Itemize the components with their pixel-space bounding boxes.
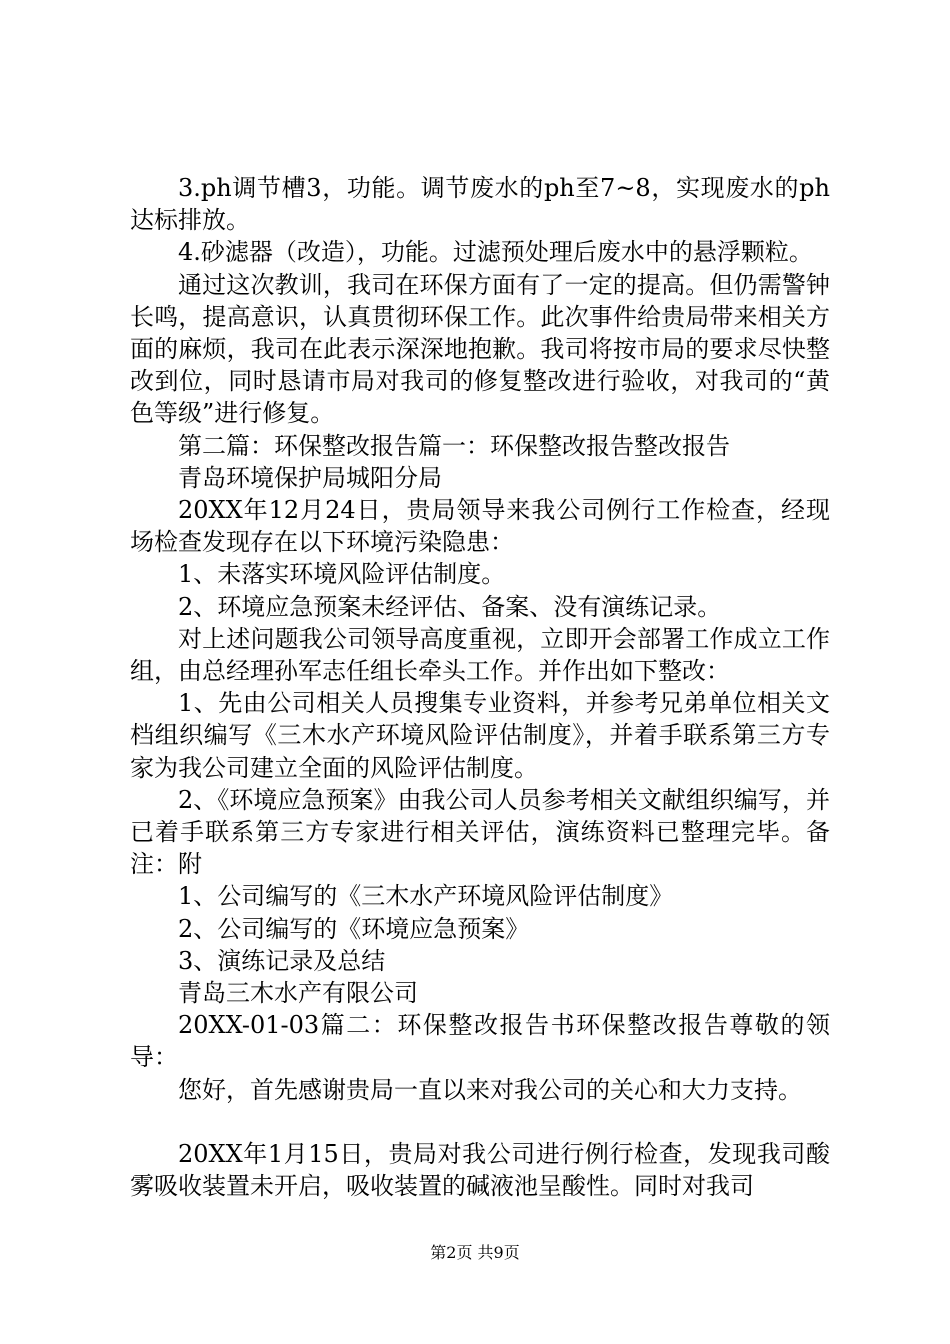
attachment-item-3: 3、演练记录及总结 bbox=[178, 946, 386, 975]
paragraph-lesson: 通过这次教训，我司在环保方面有了一定的提高。但仍需警钟长鸣，提高意识，认真贯彻环保工作。此次事件给贵局带来相关方面的麻烦，我司在此表示深深地抱歉。我司将按市局的要求尽快整改到位，同时恳请市局对我司的修复整改进行验收，对我司的“黄色等级”进行修复。 bbox=[130, 270, 830, 428]
page-footer: 第2页 共9页 bbox=[430, 1243, 520, 1262]
date-and-part-three-heading: 20XX-01-03篇二：环保整改报告书环保整改报告尊敬的领导： bbox=[130, 1011, 830, 1072]
paragraph-inspection: 20XX年12月24日，贵局领导来我公司例行工作检查，经现场检查发现存在以下环境污染隐患： bbox=[130, 496, 830, 557]
paragraph-response: 对上述问题我公司领导高度重视，立即开会部署工作成立工作组，由总经理孙军志任组长牵头工作。并作出如下整改： bbox=[130, 624, 830, 686]
greeting-paragraph: 您好，首先感谢贵局一直以来对我公司的关心和大力支持。 bbox=[178, 1075, 802, 1104]
section-heading-part-two: 第二篇：环保整改报告篇一：环保整改报告整改报告 bbox=[178, 431, 730, 460]
attachment-item-2: 2、公司编写的《环境应急预案》 bbox=[178, 914, 530, 943]
paragraph-inspection-2: 20XX年1月15日，贵局对我公司进行例行检查，发现我司酸雾吸收装置未开启，吸收装置的碱液池呈酸性。同时对我司 bbox=[130, 1140, 830, 1201]
attachment-item-1: 1、公司编写的《三木水产环境风险评估制度》 bbox=[178, 882, 674, 911]
blank-line bbox=[130, 1106, 830, 1138]
issue-item-2: 2、环境应急预案未经评估、备案、没有演练记录。 bbox=[178, 592, 722, 621]
recipient-name: 青岛环境保护局城阳分局 bbox=[178, 463, 442, 492]
paragraph-ph-tank: 3.ph调节槽3，功能。调节废水的ph至7~8，实现废水的ph达标排放。 bbox=[130, 174, 830, 235]
issue-item-1: 1、未落实环境风险评估制度。 bbox=[178, 560, 506, 589]
paragraph-sand-filter: 4.砂滤器（改造），功能。过滤预处理后废水中的悬浮颗粒。 bbox=[178, 238, 813, 267]
document-body bbox=[130, 172, 830, 1202]
signature-company: 青岛三木水产有限公司 bbox=[178, 979, 418, 1008]
rectification-item-1: 1、先由公司相关人员搜集专业资料，并参考兄弟单位相关文档组织编写《三木水产环境风险评估制度》，并着手联系第三方专家为我公司建立全面的风险评估制度。 bbox=[130, 689, 830, 782]
rectification-item-2: 2、《环境应急预案》由我公司人员参考相关文献组织编写，并已着手联系第三方专家进行相关评估，演练资料已整理完毕。备注：附 bbox=[130, 785, 830, 879]
